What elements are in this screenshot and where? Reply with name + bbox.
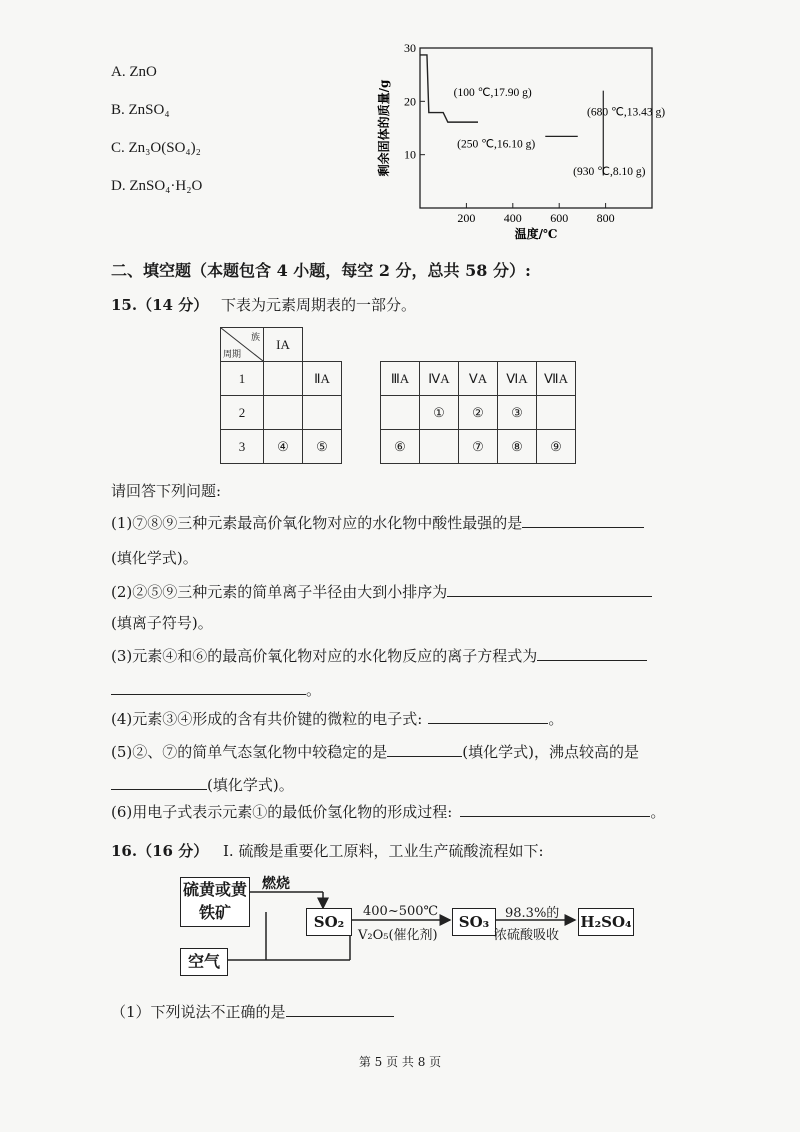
q15-part3-cont	[111, 679, 321, 700]
section-title: 二、填空题（本题包含 4 小题，每空 2 分，总共 58 分）:	[111, 261, 531, 280]
mass-temperature-chart	[368, 40, 668, 240]
q15-part5	[111, 741, 639, 762]
answer-blank[interactable]	[111, 693, 306, 695]
answer-blank[interactable]	[286, 1015, 394, 1017]
q15-part2-text: (2)②⑤⑨三种元素的简单离子半径由大到小排序为	[111, 583, 448, 601]
x-tick-label: 600	[550, 211, 569, 225]
group-IVA: ⅣA	[420, 362, 459, 396]
catalyst-label: V₂O₅(催化剂)	[358, 928, 438, 943]
answer-blank[interactable]	[460, 815, 650, 817]
period-2: 2	[221, 396, 264, 430]
q15-prompt: 请回答下列问题:	[111, 482, 222, 500]
periodic-table	[220, 327, 576, 464]
point-annotation: (250 ℃,16.10 g)	[457, 138, 536, 151]
raw-material-box: 硫黄或黄铁矿	[180, 877, 250, 927]
period-1: 1	[221, 362, 264, 396]
group-VIIA: ⅦA	[537, 362, 576, 396]
q15-part5-cont	[111, 774, 294, 795]
q15-part3	[111, 645, 647, 666]
x-axis-label: 温度/℃	[514, 227, 558, 240]
air-box: 空气	[180, 948, 228, 976]
answer-blank[interactable]	[522, 526, 644, 528]
absorb-label-2: 浓硫酸吸收	[494, 928, 560, 943]
q15-part4	[111, 708, 563, 729]
x-tick-label: 400	[503, 211, 522, 225]
answer-blank[interactable]	[428, 722, 548, 724]
group-IIA: ⅡA	[303, 362, 342, 396]
group-IIIA: ⅢA	[381, 362, 420, 396]
q15-part2-note: (填离子符号)。	[111, 614, 213, 632]
option-a: A. ZnO	[111, 64, 157, 80]
y-tick-label: 20	[404, 94, 416, 109]
group-IA: IA	[264, 328, 303, 362]
q15-part3-text: (3)元素④和⑥的最高价氧化物对应的水化物反应的离子方程式为	[111, 647, 538, 665]
point-annotation: (680 ℃,13.43 g)	[587, 106, 666, 119]
x-tick-label: 200	[457, 211, 476, 225]
burn-label: 燃烧	[262, 876, 290, 892]
point-annotation: (100 ℃,17.90 g)	[453, 87, 532, 99]
plot-frame	[420, 48, 652, 208]
so2-box: SO₂	[306, 908, 352, 936]
answer-blank[interactable]	[537, 659, 647, 661]
answer-blank[interactable]	[447, 595, 652, 597]
q15-part5-text: (5)②、⑦的简单气态氢化物中较稳定的是	[111, 743, 388, 761]
q15-part1-note: (填化学式)。	[111, 549, 198, 567]
period-mark: 。	[650, 803, 666, 821]
answer-blank[interactable]	[387, 755, 462, 757]
page-footer: 第 5 页 共 8 页	[358, 1055, 442, 1069]
q16-heading	[111, 840, 544, 861]
q15-part6	[111, 801, 665, 822]
option-d: D. ZnSO₄·H₂O	[111, 178, 203, 194]
cell-element-3: ③	[498, 396, 537, 430]
header-zhouqi: 周期	[223, 349, 242, 359]
cell-element-9: ⑨	[537, 430, 576, 464]
y-axis-label: 剩余固体的质量/g	[377, 79, 391, 177]
q16-part1-text: （1）下列说法不正确的是	[111, 1003, 286, 1021]
q16-intro: I. 硫酸是重要化工原料，工业生产硫酸流程如下:	[222, 842, 544, 860]
cell-element-6: ⑥	[381, 430, 420, 464]
so3-box: SO₃	[452, 908, 496, 936]
q15-part1-text: (1)⑦⑧⑨三种元素最高价氧化物对应的水化物中酸性最强的是	[111, 514, 523, 532]
period-3: 3	[221, 430, 264, 464]
q16-part1	[111, 1001, 394, 1022]
cell-element-8: ⑧	[498, 430, 537, 464]
x-tick-label: 800	[596, 211, 615, 225]
cell-element-4: ④	[264, 430, 303, 464]
table-corner-header	[221, 328, 264, 362]
q15-intro: 下表为元素周期表的一部分。	[220, 296, 416, 314]
q15-part1	[111, 512, 644, 533]
q15-heading	[111, 294, 416, 315]
cell-element-7: ⑦	[459, 430, 498, 464]
q15-number: 15.（14 分）	[111, 296, 209, 314]
h2so4-box: H₂SO₄	[578, 908, 634, 936]
cell-element-5: ⑤	[303, 430, 342, 464]
y-tick-label: 30	[404, 41, 416, 55]
absorb-label-1: 98.3%的	[505, 906, 560, 921]
q16-number: 16.（16 分）	[111, 842, 209, 860]
option-b: B. ZnSO₄	[111, 102, 170, 118]
q15-part6-text: (6)用电子式表示元素①的最低价氢化物的形成过程:	[111, 803, 453, 821]
q15-part4-text: (4)元素③④形成的含有共价键的微粒的电子式:	[111, 710, 423, 728]
header-zu: 族	[250, 332, 260, 342]
answer-blank[interactable]	[111, 788, 207, 790]
cell-element-1: ①	[420, 396, 459, 430]
y-tick-label: 10	[404, 147, 416, 162]
point-annotation: (930 ℃,8.10 g)	[573, 165, 646, 178]
group-VIA: ⅥA	[498, 362, 537, 396]
group-VA: ⅤA	[459, 362, 498, 396]
temperature-condition: 400~500℃	[363, 904, 439, 919]
q15-part5-note: (填化学式)。	[207, 776, 294, 794]
period-mark: 。	[306, 681, 322, 699]
period-mark: 。	[548, 710, 564, 728]
q15-part5-text2: (填化学式)，沸点较高的是	[462, 743, 639, 761]
option-c: C. Zn₃O(SO₄)₂	[111, 140, 201, 156]
q15-part2	[111, 581, 652, 602]
cell-element-2: ②	[459, 396, 498, 430]
